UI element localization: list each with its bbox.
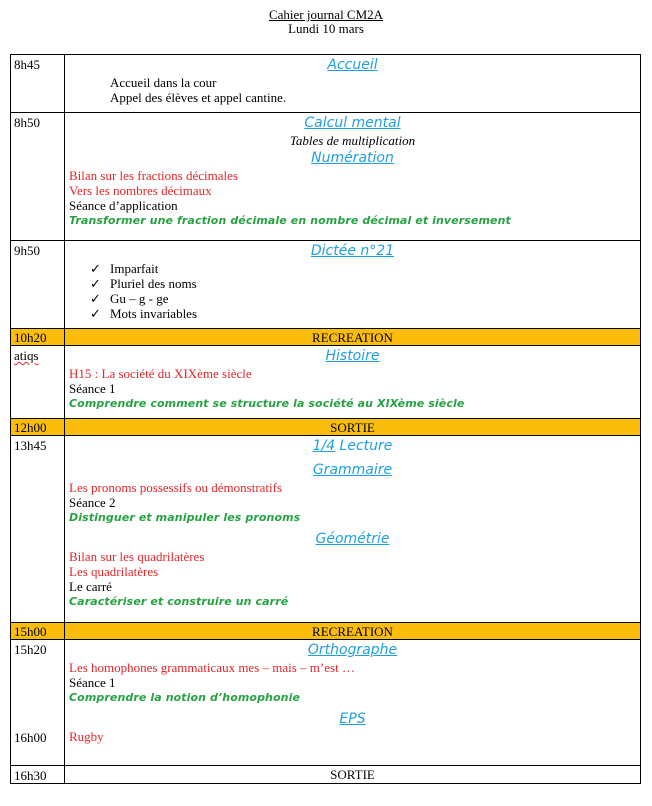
content-cell	[65, 640, 641, 766]
text-line: Séance d’application	[69, 198, 178, 213]
check-icon: ✓	[90, 276, 101, 291]
content-cell	[65, 346, 641, 419]
table-row	[11, 346, 641, 419]
subject-heading: Numération	[311, 150, 394, 166]
objective-line: Comprendre la notion d’homophonie	[69, 691, 301, 704]
subject-heading: EPS	[339, 711, 366, 727]
text-line: H15 : La société du XIXème siècle	[69, 366, 252, 381]
time-cell	[11, 640, 65, 766]
time-cell: 10h20	[11, 329, 65, 346]
text-line: Les pronoms possessifs ou démonstratifs	[69, 480, 283, 495]
subject-heading: Dictée n°21	[310, 243, 395, 259]
time-label: 15h20	[14, 642, 47, 657]
text-line: Les homophones grammaticaux mes – mais – m’est …	[69, 660, 355, 675]
table-row	[11, 55, 641, 113]
time-cell: 15h00	[11, 623, 65, 640]
time-cell: 13h45	[11, 436, 65, 623]
break-label: RECREATION	[65, 329, 641, 346]
content-cell	[65, 241, 641, 329]
time-cell: atiqs	[11, 346, 65, 419]
page-title: Cahier journal CM2A	[268, 7, 384, 22]
table-row	[11, 241, 641, 329]
table-row	[11, 436, 641, 623]
text-line: Accueil dans la cour	[110, 75, 217, 90]
checklist-item: ✓ Pluriel des noms	[90, 276, 197, 291]
text-line: Bilan sur les fractions décimales	[69, 168, 238, 183]
text-line: Rugby	[69, 729, 104, 744]
text-line: Séance 2	[69, 495, 116, 510]
objective-line: Distinguer et manipuler les pronoms	[69, 511, 301, 524]
subject-heading: Accueil	[327, 57, 378, 73]
break-label: RECREATION	[65, 623, 641, 640]
time-cell: 9h50	[11, 241, 65, 329]
objective-line: Transformer une fraction décimale en nombre décimal et inversement	[69, 214, 511, 227]
italic-note: Tables de multiplication	[289, 133, 416, 148]
end-row	[11, 766, 641, 784]
subject-heading: Calcul mental	[304, 115, 401, 131]
subject-heading: Orthographe	[307, 642, 398, 658]
text-line: Séance 1	[69, 675, 116, 690]
time-cell: 16h30	[11, 766, 65, 784]
check-icon: ✓	[90, 261, 101, 276]
check-icon: ✓	[90, 306, 101, 321]
subject-heading: Histoire	[325, 348, 380, 364]
content-cell	[65, 55, 641, 113]
break-row	[11, 623, 641, 640]
text-line: Le carré	[69, 579, 112, 594]
schedule-table	[10, 54, 641, 784]
text-line: Les quadrilatères	[69, 564, 159, 579]
checklist-item: ✓ Imparfait	[90, 261, 159, 276]
page-date: Lundi 10 mars	[288, 21, 364, 36]
time-cell: 12h00	[11, 419, 65, 436]
table-row	[11, 113, 641, 241]
content-cell	[65, 113, 641, 241]
subject-heading: Géométrie	[315, 531, 390, 547]
text-line: Appel des élèves et appel cantine.	[110, 90, 287, 105]
break-label: SORTIE	[65, 419, 641, 436]
table-row	[11, 640, 641, 766]
check-icon: ✓	[90, 291, 101, 306]
break-row	[11, 329, 641, 346]
text-line: Bilan sur les quadrilatères	[69, 549, 205, 564]
time-label: 16h00	[14, 730, 47, 745]
text-line: Vers les nombres décimaux	[69, 183, 212, 198]
objective-line: Comprendre comment se structure la société au XIXème siècle	[69, 397, 465, 410]
subject-heading: Grammaire	[312, 462, 393, 478]
time-cell: 8h50	[11, 113, 65, 241]
checklist-item: ✓ Gu – g - ge	[90, 291, 169, 306]
text-line: Séance 1	[69, 381, 116, 396]
time-cell: 8h45	[11, 55, 65, 113]
content-cell	[65, 436, 641, 623]
objective-line: Caractériser et construire un carré	[69, 595, 289, 608]
end-label: SORTIE	[65, 766, 641, 784]
break-row	[11, 419, 641, 436]
checklist-item: ✓ Mots invariables	[90, 306, 198, 321]
subject-heading: 1/4 Lecture	[312, 438, 393, 454]
